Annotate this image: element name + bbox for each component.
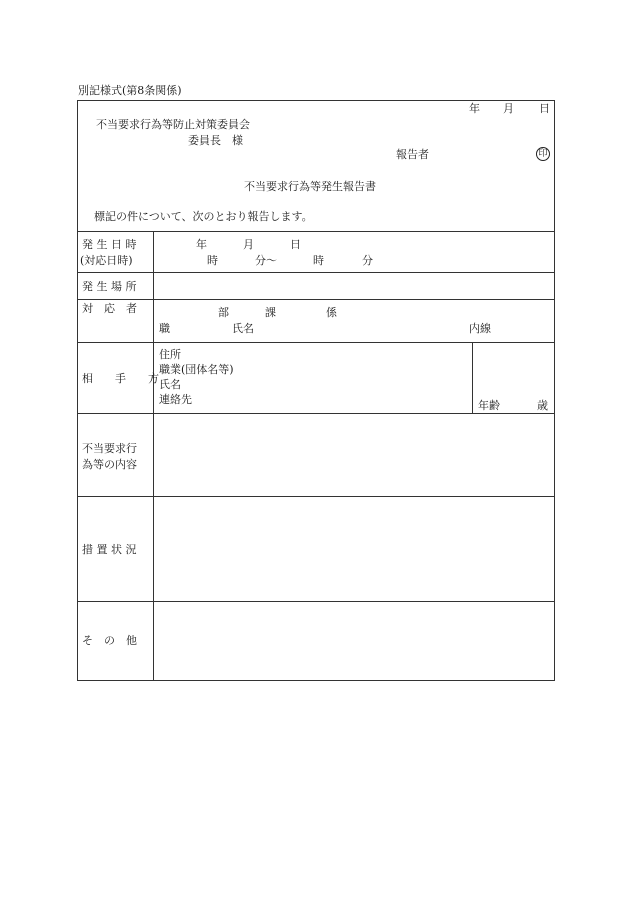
- counterpart-age-unit: 歳: [537, 399, 548, 412]
- responder-unit: 係: [326, 306, 337, 319]
- counterpart-name: 氏名: [159, 378, 181, 391]
- datetime-day: 日: [290, 238, 301, 251]
- row-divider-content: [77, 496, 555, 497]
- datetime-sublabel: (対応日時): [80, 254, 133, 267]
- counterpart-occupation: 職業(団体名等): [159, 363, 234, 376]
- form-title: 別記様式(第8条関係): [78, 84, 182, 97]
- datetime-start-minute: 分〜: [255, 254, 277, 267]
- responder-position: 職: [159, 322, 170, 335]
- place-label: 発 生 場 所: [82, 280, 137, 293]
- row-divider-measures: [77, 601, 555, 602]
- other-label: そ の 他: [82, 634, 137, 647]
- reporter-label: 報告者: [396, 148, 429, 161]
- recipient-chair: 委員長 様: [188, 134, 243, 147]
- responder-section: 課: [265, 306, 276, 319]
- date-year-label: 年: [469, 102, 480, 115]
- date-month-label: 月: [503, 102, 514, 115]
- datetime-start-hour: 時: [207, 254, 218, 267]
- counterpart-label: 相 手 方: [82, 372, 159, 385]
- datetime-end-minute: 分: [362, 254, 373, 267]
- recipient-committee: 不当要求行為等防止対策委員会: [96, 118, 250, 131]
- date-day-label: 日: [539, 102, 550, 115]
- seal-mark: 印: [536, 147, 550, 161]
- measures-label: 措 置 状 況: [82, 543, 137, 556]
- age-column-divider: [472, 342, 473, 413]
- responder-name: 氏名: [232, 322, 254, 335]
- row-divider-header: [77, 231, 555, 232]
- row-divider-responder: [77, 342, 555, 343]
- responder-extension: 内線: [469, 322, 491, 335]
- intro-text: 標記の件について、次のとおり報告します。: [94, 210, 313, 223]
- content-sublabel: 為等の内容: [82, 458, 137, 471]
- datetime-year: 年: [196, 238, 207, 251]
- row-divider-place: [77, 299, 555, 300]
- datetime-end-hour: 時: [313, 254, 324, 267]
- responder-label: 対 応 者: [82, 302, 137, 315]
- datetime-label: 発 生 日 時: [82, 238, 137, 251]
- counterpart-age-label: 年齢: [478, 399, 500, 412]
- counterpart-contact: 連絡先: [159, 393, 192, 406]
- responder-dept: 部: [218, 306, 229, 319]
- row-divider-counterpart: [77, 413, 555, 414]
- counterpart-address: 住所: [159, 348, 181, 361]
- report-title: 不当要求行為等発生報告書: [244, 180, 376, 193]
- datetime-month: 月: [243, 238, 254, 251]
- label-column-divider: [153, 231, 154, 681]
- content-label: 不当要求行: [82, 442, 137, 455]
- row-divider-datetime: [77, 272, 555, 273]
